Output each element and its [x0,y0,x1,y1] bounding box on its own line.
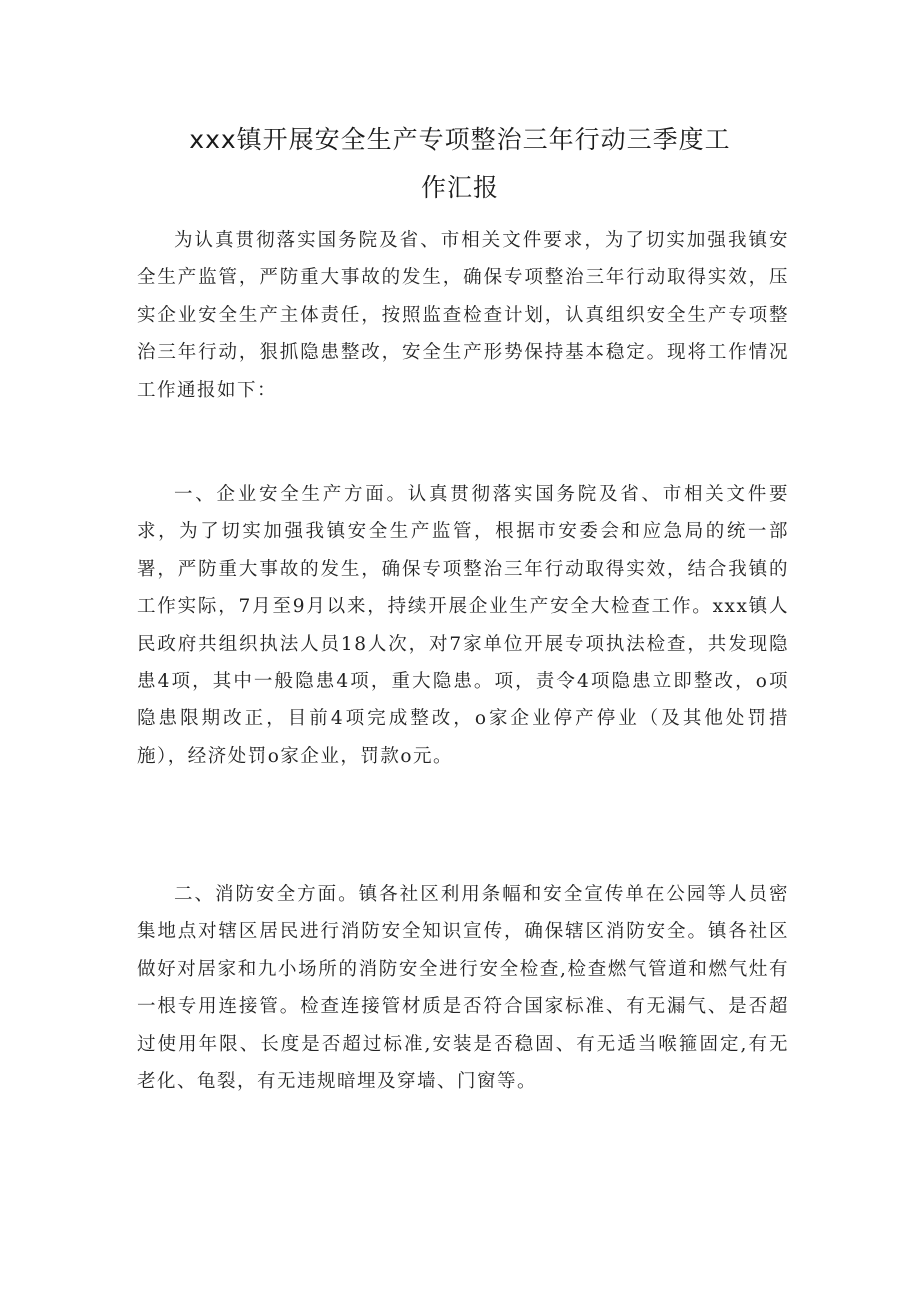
document-title-line-1: xxx镇开展安全生产专项整治三年行动三季度工 [189,125,731,154]
paragraph-intro: 为认真贯彻落实国务院及省、市相关文件要求，为了切实加强我镇安全生产监管，严防重大事故的发生，确保专项整治三年行动取得实效，压实企业安全生产主体责任，按照监查检查计划，认真组织安全生产专项整治三年行动，狠抓隐患整改，安全生产形势保持基本稳定。现将工作情况工作通报如下： [137,230,789,401]
paragraph-fire-safety: 二、消防安全方面。镇各社区利用条幅和安全宣传单在公园等人员密集地点对辖区居民进行消防安全知识宣传，确保辖区消防安全。镇各社区做好对居家和九小场所的消防安全进行安全检查,检查燃气管道和燃气灶有一根专用连接管。检查连接管材质是否符合国家标准、有无漏气、是否超过使用年限、长度是否超过标准,安装是否稳固、有无适当喉箍固定,有无老化、龟裂，有无违规暗埋及穿墙、门窗等。 [137,884,789,1093]
document-title-line-2: 作汇报 [420,173,499,202]
paragraph-enterprise-safety: 一、企业安全生产方面。认真贯彻落实国务院及省、市相关文件要求，为了切实加强我镇安全生产监管，根据市安委会和应急局的统一部署，严防重大事故的发生，确保专项整治三年行动取得实效，结合我镇的工作实际，7月至9月以来，持续开展企业生产安全大检查工作。xxx镇人民政府共组织执法人员18人次，对7家单位开展专项执法检查，共发现隐患4项，其中一般隐患4项，重大隐患。项，责令4项隐患立即整改，o项隐患限期改正，目前4项完成整改，o家企业停产停业（及其他处罚措施），经济处罚o家企业，罚款o元。 [137,484,789,767]
